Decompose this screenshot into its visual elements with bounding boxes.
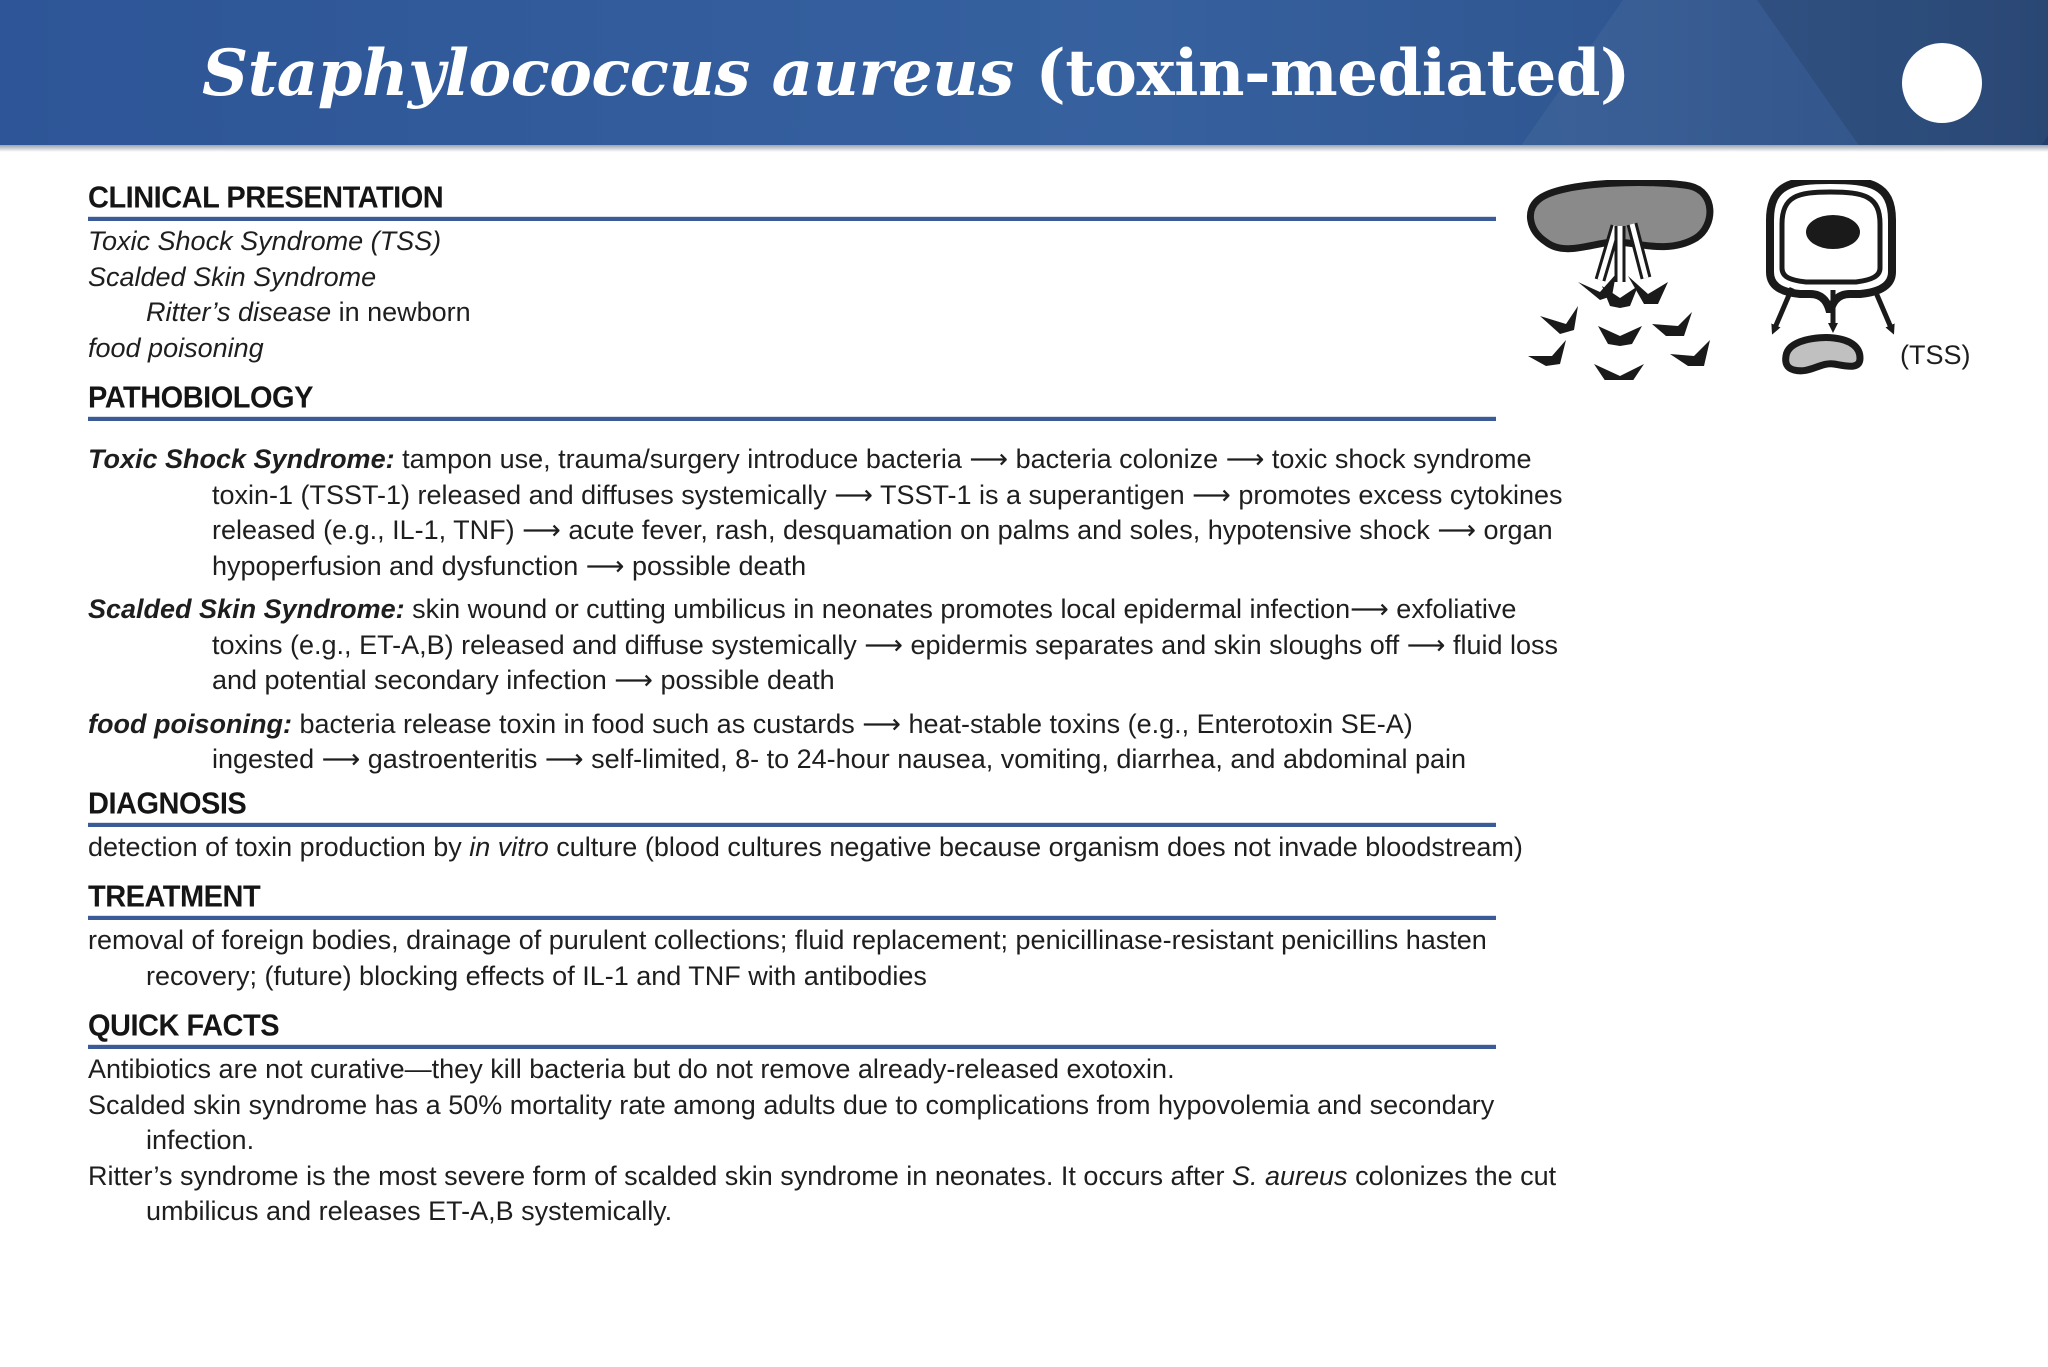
diagnosis-text-part: culture (blood cultures negative because organism does not invade bloodstream) — [548, 831, 1523, 862]
diagnosis-italic-term: in vitro — [469, 831, 549, 862]
patho-text-line: released (e.g., IL-1, TNF) ⟶ acute fever, rash, desquamation on palms and soles, hypotensive shock ⟶ organ — [212, 515, 1553, 545]
diagnosis-text — [88, 830, 1523, 866]
page-title — [202, 36, 1630, 111]
ritter-note: in newborn — [331, 297, 471, 327]
quick-fact-3-text: Ritter’s syndrome is the most severe form of scalded skin syndrome in neonates. It occurs after — [88, 1160, 1232, 1191]
clinical-item-sss: Scalded Skin Syndrome — [88, 261, 377, 292]
patho-paragraph-tss — [88, 442, 1563, 584]
title-banner — [0, 0, 2048, 145]
patho-text-line: toxin-1 (TSST-1) released and diffuses systemically ⟶ TSST-1 is a superantigen ⟶ promotes excess cytokines — [212, 479, 1563, 510]
clinical-item-ritter — [88, 295, 1496, 331]
section-heading-diagnosis: DIAGNOSIS — [88, 785, 1496, 827]
patho-paragraph-sss — [88, 592, 1559, 699]
diagnosis-text-part: detection of toxin production by — [88, 831, 470, 862]
patho-term-tss: Toxic Shock Syndrome: — [88, 444, 395, 474]
tss-label: (TSS) — [1900, 340, 1971, 370]
quick-fact-1: Antibiotics are not curative—they kill bacteria but do not remove already-released exotoxin. — [88, 1054, 1175, 1084]
patho-term-food: food poisoning: — [88, 708, 292, 739]
quick-fact-3-organism: S. aureus — [1231, 1160, 1348, 1191]
patho-paragraph-food — [88, 707, 1496, 778]
section-heading-pathobiology: PATHOBIOLOGY — [88, 379, 1496, 421]
patho-text-line: ingested ⟶ gastroenteritis ⟶ self-limited, 8- to 24-hour nausea, vomiting, diarrhea, and abdominal pain — [212, 744, 1467, 774]
treatment-line: recovery; (future) blocking effects of IL-1 and TNF with antibodies — [146, 960, 927, 991]
cell-toxin-icon — [1770, 180, 1892, 371]
quick-fact-3-continued: umbilicus and releases ET-A,B systemically. — [146, 1196, 673, 1226]
section-heading-clinical: CLINICAL PRESENTATION — [88, 179, 1496, 221]
pathobiology-body — [88, 442, 1563, 778]
treatment-body — [88, 923, 1496, 994]
banner-shadow — [0, 145, 2048, 152]
patho-text-line: hypoperfusion and dysfunction ⟶ possible death — [212, 550, 807, 581]
title-circle-marker — [1902, 43, 1982, 123]
section-heading-quick-facts: QUICK FACTS — [88, 1007, 1496, 1049]
title-qualifier: (toxin-mediated) — [1035, 36, 1630, 111]
clinical-presentation-body — [88, 224, 1496, 366]
patho-text-line: tampon use, trauma/surgery introduce bacteria ⟶ bacteria colonize ⟶ toxic shock syndrome — [394, 444, 1532, 474]
quick-fact-3 — [88, 1159, 1557, 1195]
section-heading-treatment: TREATMENT — [88, 878, 1496, 920]
treatment-line: removal of foreign bodies, drainage of purulent collections; fluid replacement; penicillinase-resistant penicillins hasten — [88, 925, 1487, 955]
patho-text-line: and potential secondary infection ⟶ possible death — [212, 665, 835, 695]
title-organism: Staphylococcus aureus — [202, 36, 1014, 111]
quick-fact-2: Scalded skin syndrome has a 50% mortality rate among adults due to complications from hypovolemia and secondary — [88, 1089, 1495, 1120]
patho-text-line: toxins (e.g., ET-A,B) released and diffuse systemically ⟶ epidermis separates and skin sloughs off ⟶ fluid loss — [212, 629, 1559, 660]
quick-fact-2-continued: infection. — [146, 1125, 255, 1155]
quick-fact-3-text: colonizes the cut — [1347, 1160, 1557, 1191]
toxin-release-icon — [1528, 183, 1710, 380]
patho-text-line: skin wound or cutting umbilicus in neonates promotes local epidermal infection⟶ exfoliative — [404, 594, 1517, 624]
main-content — [88, 180, 1563, 1244]
patho-text-line: bacteria release toxin in food such as custards ⟶ heat-stable toxins (e.g., Enterotoxin SE-A) — [291, 708, 1413, 739]
toxin-particles-icon — [1528, 274, 1710, 380]
clinical-item-food: food poisoning — [88, 332, 264, 363]
clinical-item-tss: Toxic Shock Syndrome (TSS) — [88, 226, 442, 256]
quick-facts-body — [88, 1052, 1557, 1230]
patho-term-sss: Scalded Skin Syndrome: — [88, 594, 405, 624]
diagnosis-body — [88, 830, 1523, 866]
ritter-term: Ritter’s disease — [146, 297, 332, 327]
